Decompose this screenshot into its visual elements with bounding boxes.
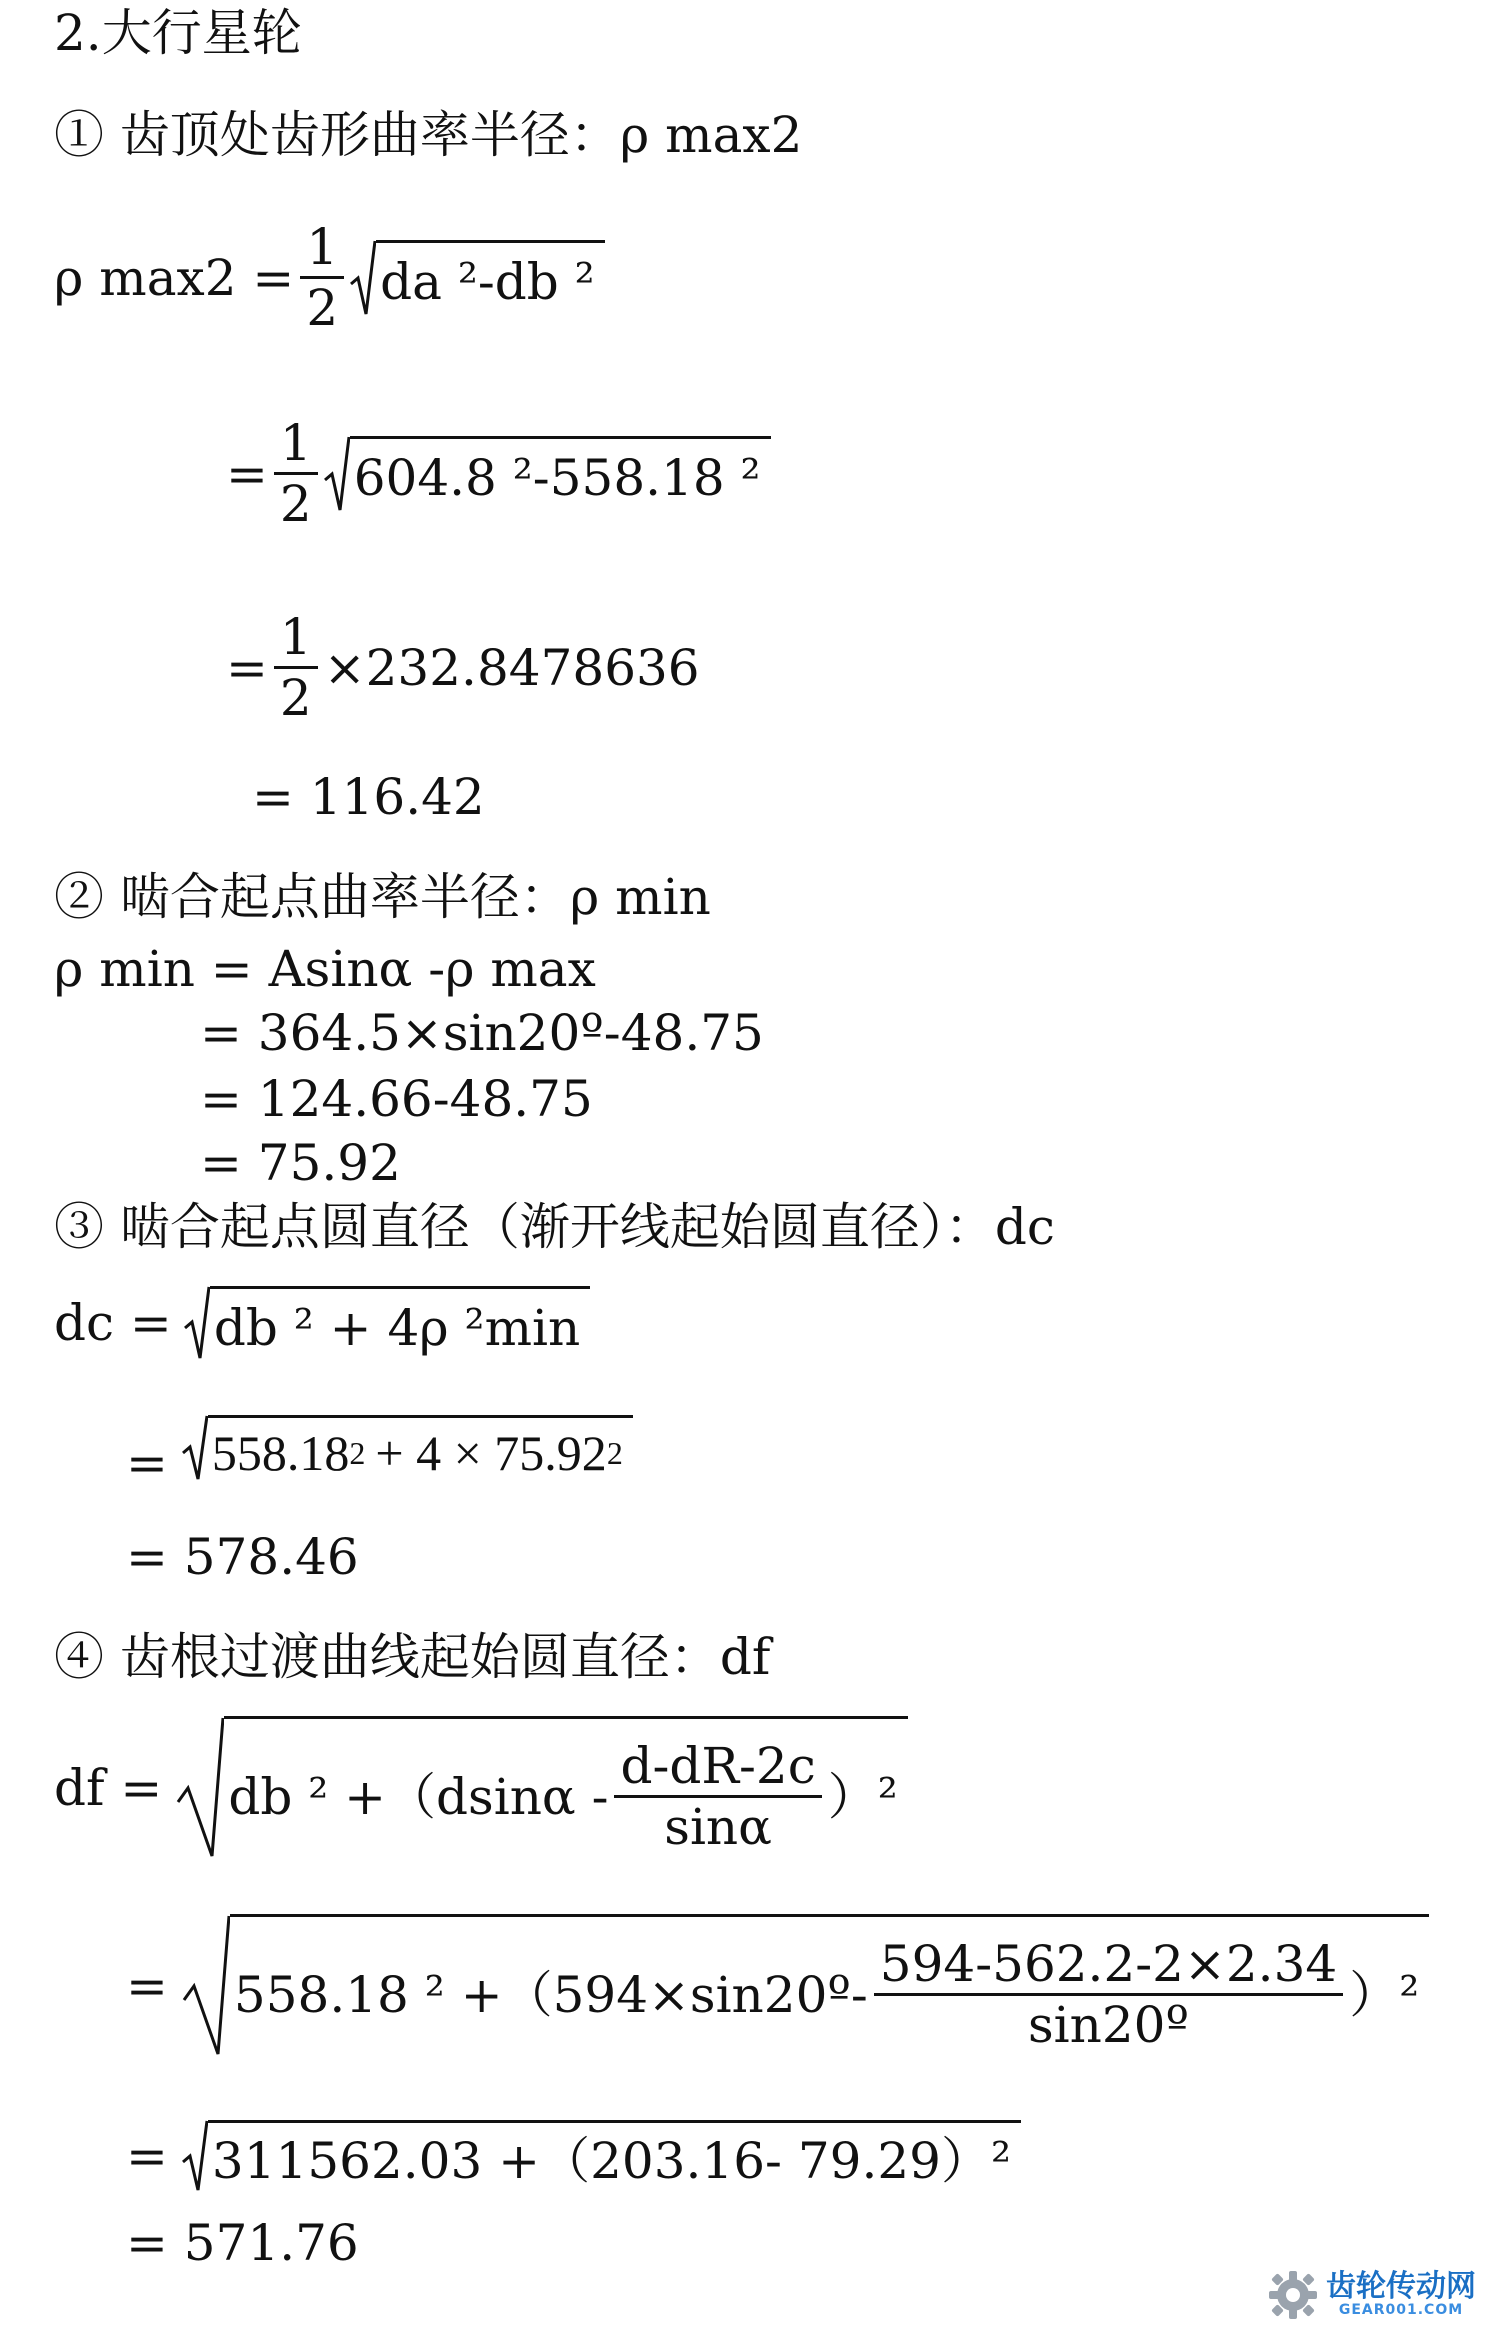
item1-half-fraction: $\frac{1}{2}$ xyxy=(300,222,344,333)
item4-formula xyxy=(54,1716,908,1860)
item1-half-fraction-3: $\frac{1}{2}$ xyxy=(274,612,318,723)
item3-lhs: dc = xyxy=(54,1294,172,1352)
item4-heading: ④ 齿根过渡曲线起始圆直径：df xyxy=(54,1628,771,1686)
item3-heading: ③ 啮合起点圆直径（渐开线起始圆直径）：dc xyxy=(54,1198,1055,1256)
item1-step3: = $\frac{1}{2}$ ×232.8478636 xyxy=(226,608,700,727)
item1-sqrt-2: 604.8 ²-558.18 ² xyxy=(324,436,771,512)
item1-result: = 116.42 xyxy=(252,768,485,826)
item3-result: = 578.46 xyxy=(126,1528,359,1586)
item3-step2: = 558.18 2 + 4 × 75.92 2 xyxy=(126,1408,633,1488)
item2-line2: = 364.5×sin20º-48.75 xyxy=(200,1004,764,1062)
logo-en: GEAR001.COM xyxy=(1338,2301,1464,2318)
logo-text xyxy=(1326,2268,1476,2319)
item3-sqrt-1: db ² + 4ρ ²min xyxy=(184,1286,590,1360)
item4-sqrt-3: 311562.03 +（203.16- 79.29）² xyxy=(182,2120,1021,2192)
logo-cn: 齿轮传动网 xyxy=(1326,2268,1476,2304)
item4-fraction-2: $\frac{594-562.2-2\times 2.34}{\text{sin20º}}$ xyxy=(874,1939,1343,2050)
item1-sqrt-1: da ²-db ² xyxy=(350,240,605,316)
item1-formula xyxy=(54,218,605,337)
section-title: 2.大行星轮 xyxy=(54,4,302,62)
item4-sqrt-1: db ² +（dsinα - $\frac{d-dR-2c}{\sin\alpha}$ ）² xyxy=(176,1716,907,1860)
item4-fraction-1: $\frac{d-dR-2c}{\sin\alpha}$ xyxy=(614,1741,821,1852)
item4-sqrt-2: 558.18 ² +（594×sin20º- $\frac{594-562.2-2\times 2.34}{\text{sin20º}}$ ）² xyxy=(182,1914,1429,2058)
item1-half-fraction-2: $\frac{1}{2}$ xyxy=(274,418,318,529)
item2-line3: = 124.66-48.75 xyxy=(200,1070,593,1128)
item4-lhs: df = xyxy=(54,1759,163,1817)
item2-heading: ② 啮合起点曲率半径：ρ min xyxy=(54,868,711,926)
site-logo xyxy=(1268,2270,1476,2320)
item1-step2: = $\frac{1}{2}$ 604.8 ²-558.18 ² xyxy=(226,418,771,529)
item1-heading: ① 齿顶处齿形曲率半径：ρ max2 xyxy=(54,106,803,164)
gear-icon xyxy=(1268,2270,1318,2320)
item2-line4: = 75.92 xyxy=(200,1134,401,1192)
item3-sqrt-2: 558.18 2 + 4 × 75.92 2 xyxy=(182,1415,633,1481)
item4-step3: = 311562.03 +（203.16- 79.29）² xyxy=(126,2120,1021,2192)
item4-step2: = 558.18 ² +（594×sin20º- $\frac{594-562.2-2\times 2.34}{\text{sin20º}}$ ）² xyxy=(126,1914,1429,2058)
item1-lhs: ρ max2 = xyxy=(54,248,295,307)
item2-line1: ρ min = Asinα -ρ max xyxy=(54,940,596,998)
item3-formula xyxy=(54,1286,590,1360)
item4-result: = 571.76 xyxy=(126,2214,359,2272)
